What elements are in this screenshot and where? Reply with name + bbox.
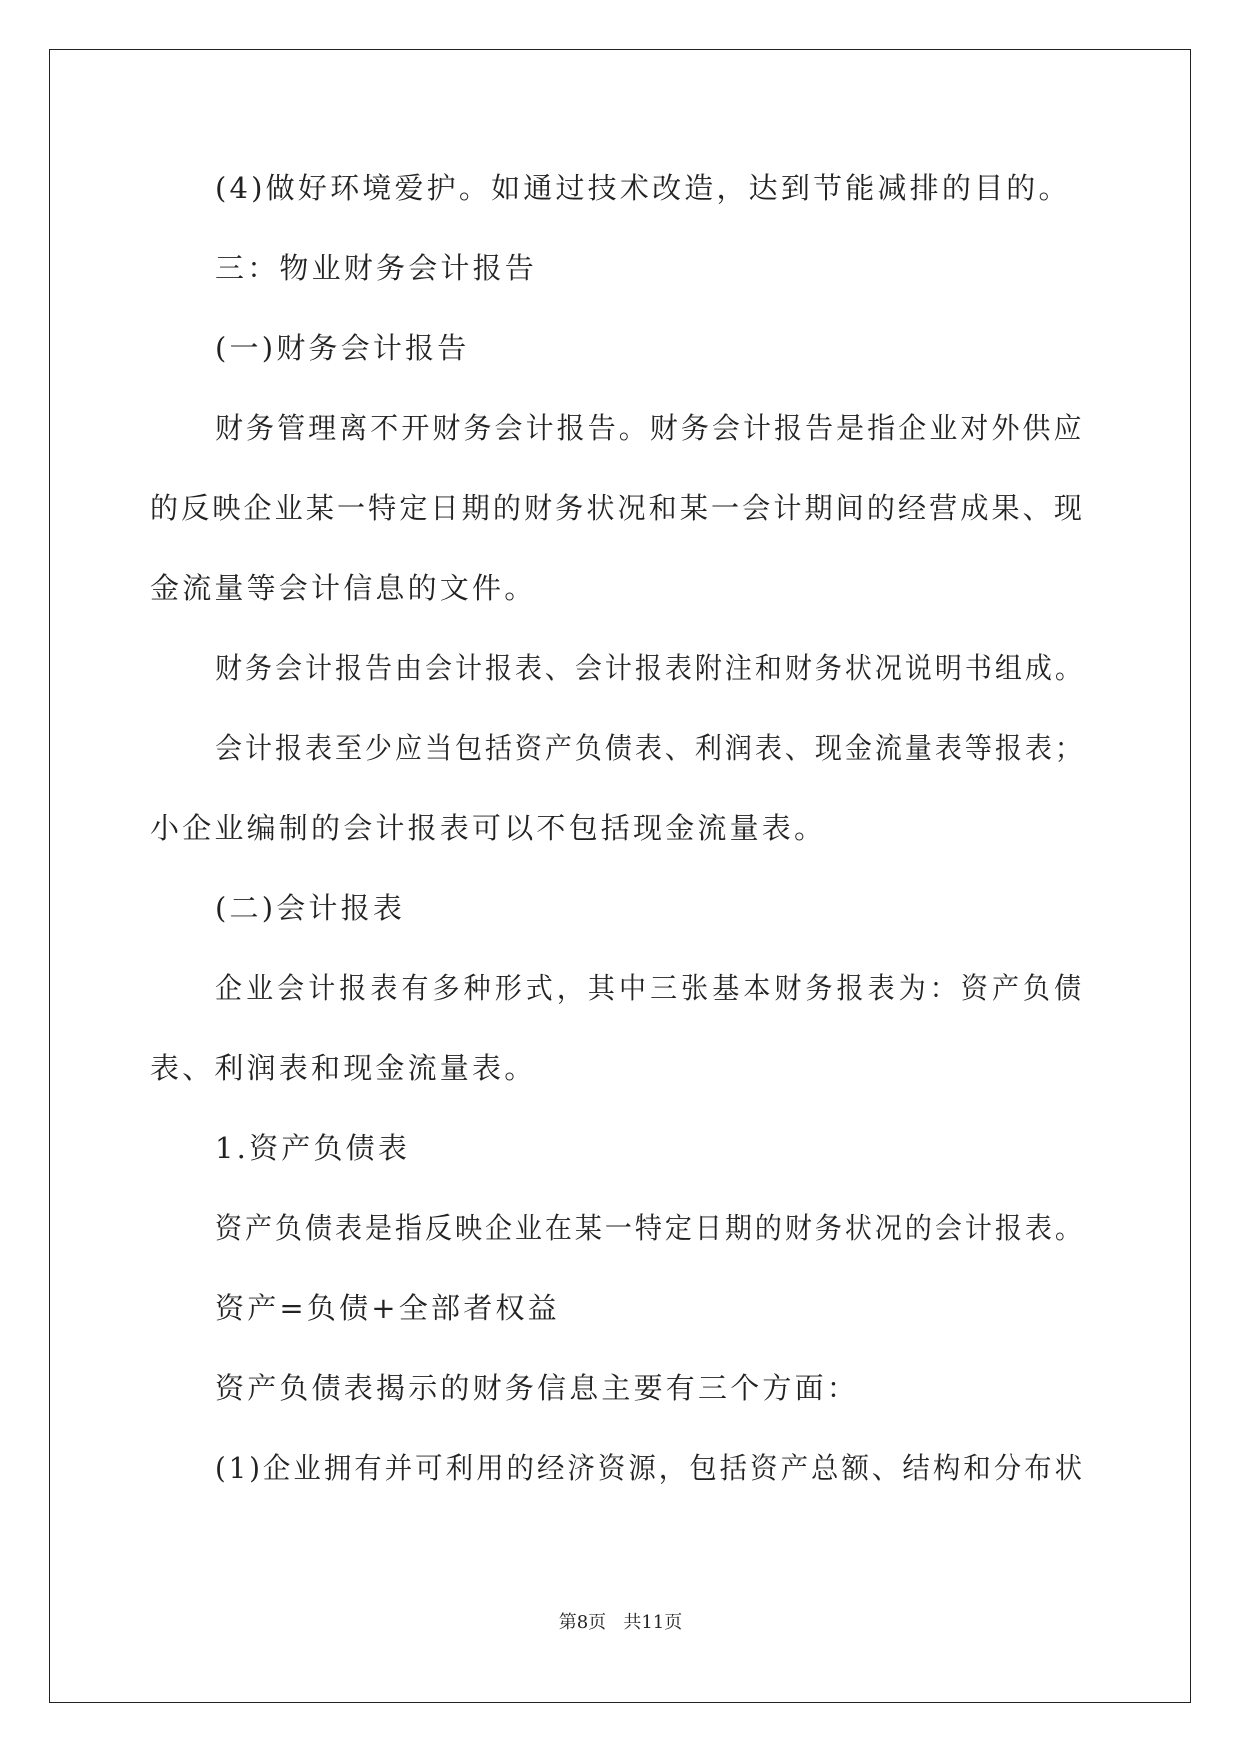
paragraph-line: 企业会计报表有多种形式，其中三张基本财务报表为：资产负债: [215, 971, 1086, 1005]
subsection-heading: (一)财务会计报告: [215, 331, 470, 365]
subsection-heading: 1.资产负债表: [215, 1131, 411, 1165]
paragraph-line: 表、利润表和现金流量表。: [150, 1051, 537, 1085]
formula-line: 资产=负债+全部者权益: [215, 1291, 560, 1325]
paragraph-line: 资产负债表揭示的财务信息主要有三个方面：: [215, 1371, 860, 1405]
paragraph-line: (4)做好环境爱护。如通过技术改造，达到节能减排的目的。: [215, 171, 1071, 205]
subsection-heading: (二)会计报表: [215, 891, 406, 925]
page-footer: 第8页 共11页: [558, 1612, 683, 1633]
section-heading: 三：物业财务会计报告: [215, 251, 538, 285]
paragraph-line: 金流量等会计信息的文件。: [150, 571, 537, 605]
paragraph-line: (1)企业拥有并可利用的经济资源，包括资产总额、结构和分布状: [215, 1451, 1086, 1485]
paragraph-line: 财务管理离不开财务会计报告。财务会计报告是指企业对外供应: [215, 411, 1085, 445]
paragraph-line: 小企业编制的会计报表可以不包括现金流量表。: [150, 811, 827, 845]
paragraph-line: 会计报表至少应当包括资产负债表、利润表、现金流量表等报表；: [215, 731, 1085, 765]
paragraph-line: 资产负债表是指反映企业在某一特定日期的财务状况的会计报表。: [215, 1211, 1085, 1245]
paragraph-line: 的反映企业某一特定日期的财务状况和某一会计期间的经营成果、现: [150, 491, 1086, 525]
paragraph-line: 财务会计报告由会计报表、会计报表附注和财务状况说明书组成。: [215, 651, 1085, 685]
